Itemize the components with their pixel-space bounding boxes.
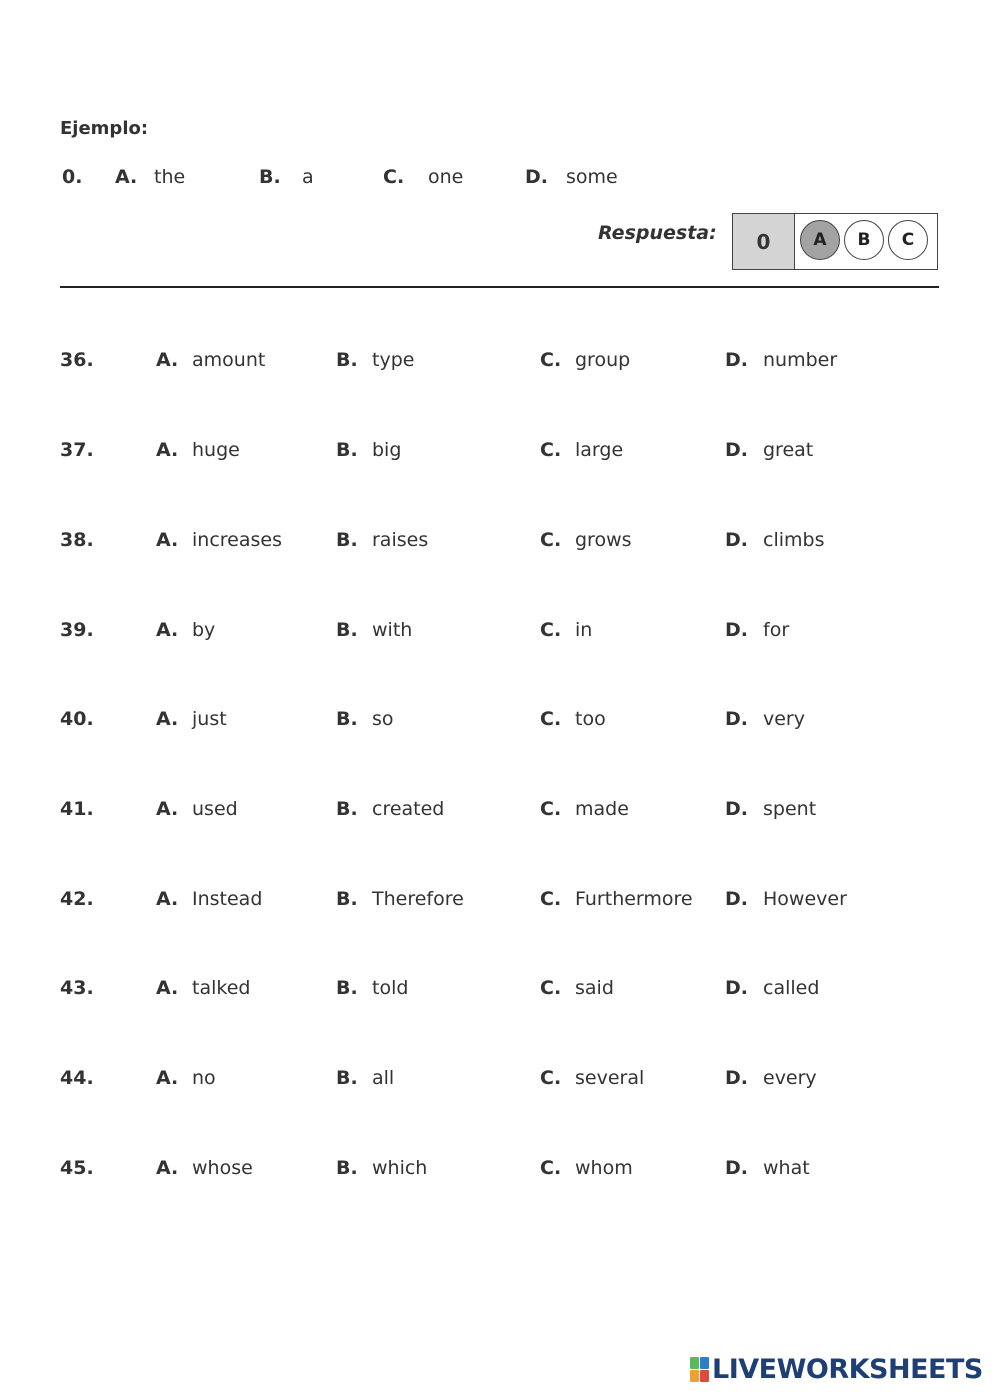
example-number: 0. [62,166,83,188]
answer-bubble-c: C [888,220,928,260]
example-option-b-text: a [302,166,314,188]
answer-bubble-a: A [800,220,840,260]
option-d-text[interactable]: every [763,1067,817,1089]
option-b-text[interactable]: with [372,619,413,641]
option-b-text[interactable]: big [372,439,402,461]
option-c-text[interactable]: several [575,1067,645,1089]
option-d-text[interactable]: number [763,349,838,371]
example-answer-box [732,213,938,270]
question-number: 37. [60,439,94,461]
option-b-letter: B. [336,977,358,999]
question-number: 42. [60,888,94,910]
option-d-letter: D. [725,619,748,641]
option-b-text[interactable]: type [372,349,415,371]
example-option-d-letter: D. [525,166,548,188]
answer-bubble-b: B [844,220,884,260]
option-d-text[interactable]: climbs [763,529,825,551]
option-c-text[interactable]: said [575,977,614,999]
question-number: 38. [60,529,94,551]
option-c-text[interactable]: whom [575,1157,633,1179]
example-option-a-text: the [154,166,186,188]
liveworksheets-logo-icon [690,1357,710,1383]
option-d-text[interactable]: called [763,977,820,999]
option-d-letter: D. [725,888,748,910]
example-option-b-letter: B. [259,166,281,188]
liveworksheets-logo[interactable] [690,1354,983,1385]
option-c-letter: C. [540,529,562,551]
option-b-letter: B. [336,708,358,730]
question-row [0,1067,1000,1093]
question-row [0,888,1000,914]
option-a-letter: A. [156,619,179,641]
question-number: 40. [60,708,94,730]
answer-number: 0 [733,214,795,269]
example-option-a-letter: A. [115,166,138,188]
option-a-letter: A. [156,1067,179,1089]
question-row [0,529,1000,555]
option-c-letter: C. [540,619,562,641]
option-b-text[interactable]: so [372,708,394,730]
option-d-text[interactable]: great [763,439,814,461]
option-a-text[interactable]: huge [192,439,240,461]
option-c-text[interactable]: in [575,619,593,641]
option-d-letter: D. [725,529,748,551]
option-b-text[interactable]: raises [372,529,429,551]
option-c-letter: C. [540,798,562,820]
option-a-text[interactable]: just [192,708,227,730]
option-d-letter: D. [725,439,748,461]
option-c-letter: C. [540,349,562,371]
question-row [0,977,1000,1003]
option-d-letter: D. [725,1157,748,1179]
option-b-letter: B. [336,888,358,910]
option-b-text[interactable]: all [372,1067,395,1089]
option-b-letter: B. [336,619,358,641]
section-divider [60,286,939,288]
question-number: 45. [60,1157,94,1179]
example-option-d-text: some [566,166,618,188]
option-a-letter: A. [156,529,179,551]
option-a-letter: A. [156,1157,179,1179]
option-c-letter: C. [540,439,562,461]
question-number: 36. [60,349,94,371]
question-number: 39. [60,619,94,641]
option-a-letter: A. [156,708,179,730]
option-a-text[interactable]: no [192,1067,216,1089]
option-d-letter: D. [725,708,748,730]
question-row [0,349,1000,375]
option-b-letter: B. [336,1157,358,1179]
option-d-letter: D. [725,1067,748,1089]
option-a-letter: A. [156,798,179,820]
option-b-text[interactable]: which [372,1157,428,1179]
option-a-text[interactable]: increases [192,529,282,551]
option-c-text[interactable]: group [575,349,631,371]
option-c-letter: C. [540,977,562,999]
option-a-letter: A. [156,977,179,999]
option-a-text[interactable]: whose [192,1157,253,1179]
option-a-text[interactable]: used [192,798,238,820]
question-number: 41. [60,798,94,820]
option-c-text[interactable]: Furthermore [575,888,693,910]
question-number: 43. [60,977,94,999]
option-b-text[interactable]: created [372,798,445,820]
option-d-letter: D. [725,349,748,371]
option-c-letter: C. [540,1067,562,1089]
option-a-text[interactable]: Instead [192,888,263,910]
option-c-letter: C. [540,708,562,730]
question-row [0,439,1000,465]
option-d-letter: D. [725,798,748,820]
question-row [0,1157,1000,1183]
option-b-letter: B. [336,439,358,461]
liveworksheets-logo-text: LIVEWORKSHEETS [712,1354,983,1385]
option-d-text[interactable]: spent [763,798,817,820]
option-a-letter: A. [156,439,179,461]
option-b-letter: B. [336,349,358,371]
option-a-letter: A. [156,888,179,910]
option-c-text[interactable]: made [575,798,629,820]
question-row [0,619,1000,645]
option-a-text[interactable]: talked [192,977,251,999]
question-row [0,708,1000,734]
example-option-c-letter: C. [383,166,405,188]
example-title: Ejemplo: [60,118,149,139]
option-b-letter: B. [336,798,358,820]
question-row [0,798,1000,824]
option-c-letter: C. [540,1157,562,1179]
option-d-text[interactable]: what [763,1157,810,1179]
option-b-text[interactable]: told [372,977,409,999]
answer-label: Respuesta: [598,222,717,244]
option-c-letter: C. [540,888,562,910]
option-b-letter: B. [336,1067,358,1089]
option-d-text[interactable]: for [763,619,790,641]
option-c-text[interactable]: large [575,439,624,461]
option-a-text[interactable]: by [192,619,216,641]
example-option-c-text: one [428,166,464,188]
option-b-text[interactable]: Therefore [372,888,464,910]
option-a-text[interactable]: amount [192,349,266,371]
option-c-text[interactable]: grows [575,529,632,551]
option-d-text[interactable]: However [763,888,847,910]
option-a-letter: A. [156,349,179,371]
question-number: 44. [60,1067,94,1089]
option-c-text[interactable]: too [575,708,606,730]
option-d-text[interactable]: very [763,708,805,730]
option-b-letter: B. [336,529,358,551]
option-d-letter: D. [725,977,748,999]
